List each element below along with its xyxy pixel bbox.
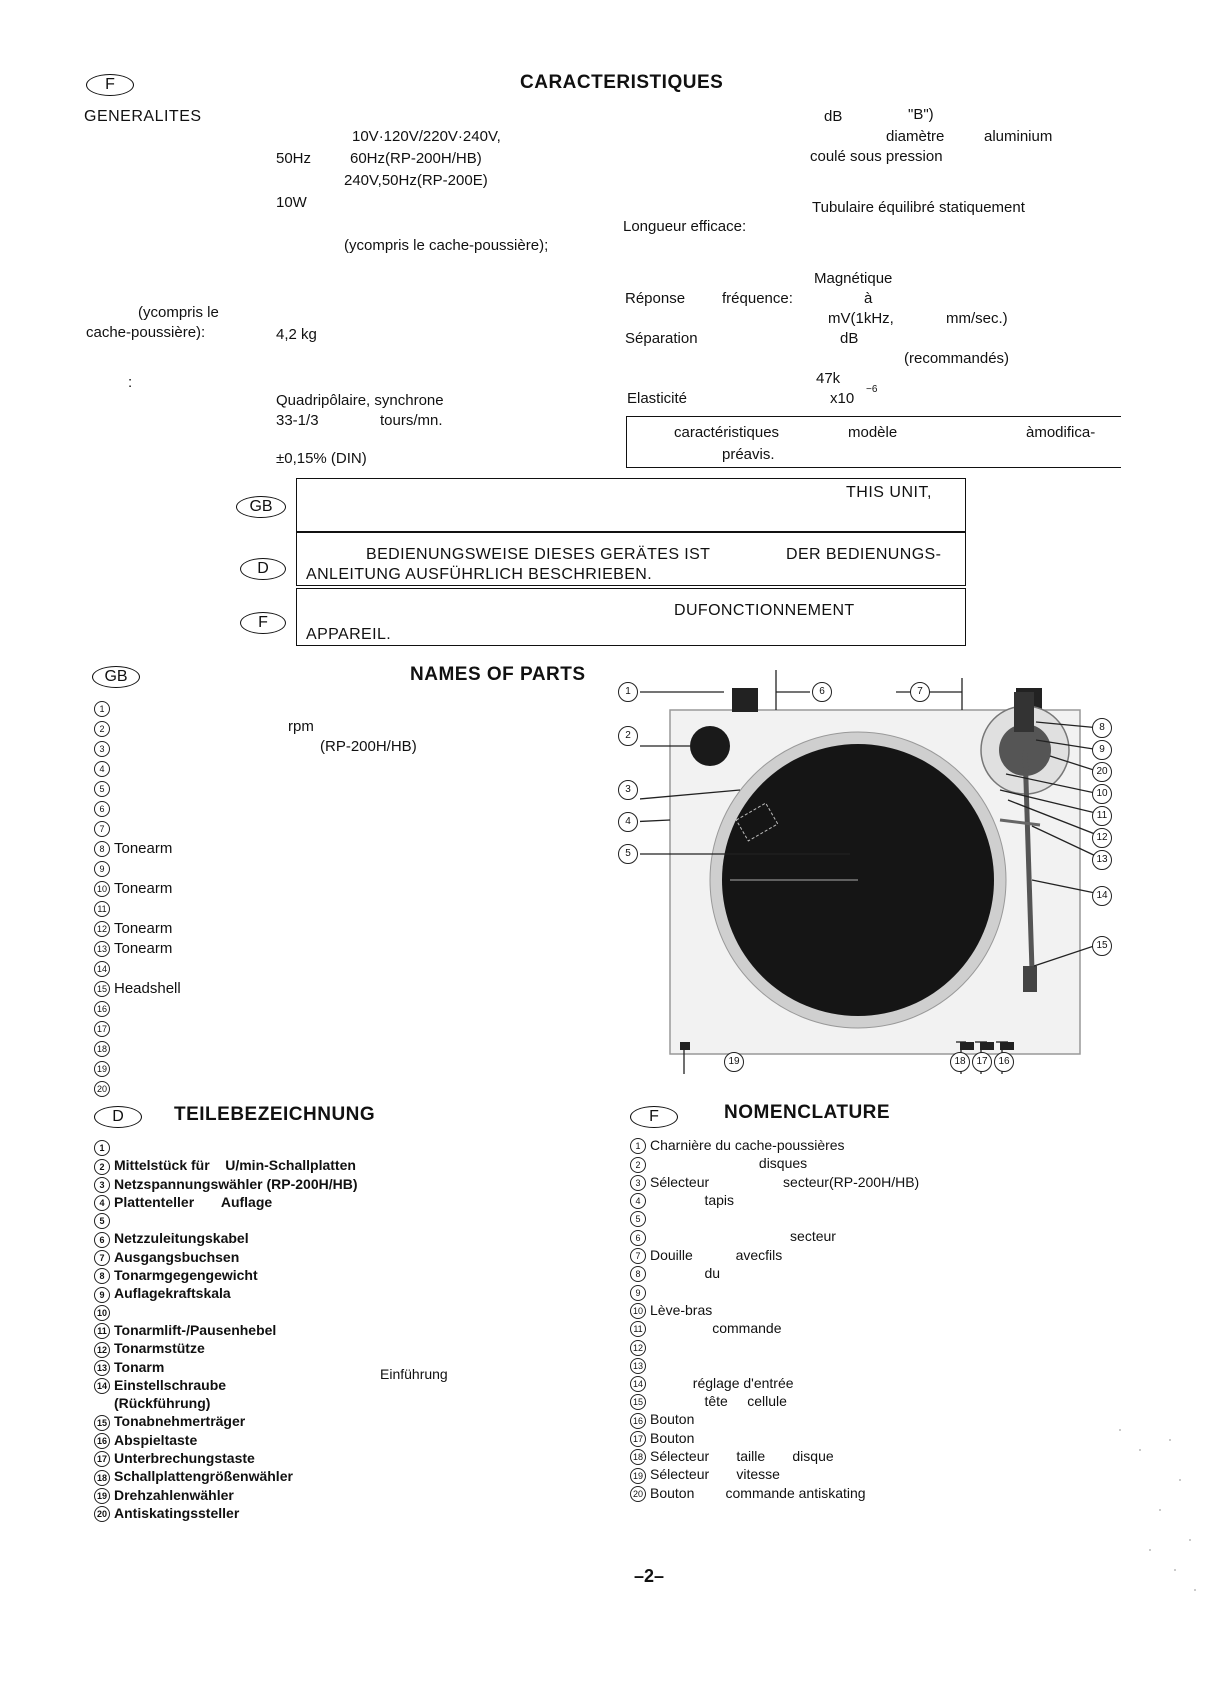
item-label: (Rückführung) (114, 1395, 211, 1412)
item-label: Bouton (650, 1429, 695, 1446)
item-label: Tonabnehmerträger (114, 1413, 246, 1430)
item-number: 7 (94, 1250, 110, 1266)
item-number: 13 (94, 941, 110, 957)
list-item (94, 1504, 494, 1522)
item-label: Ausgangsbuchsen (114, 1248, 240, 1265)
item-number: 18 (94, 1041, 110, 1057)
list-item (94, 779, 394, 799)
spec-b: "B") (908, 106, 934, 123)
item-number: 4 (630, 1193, 646, 1209)
spec-a: à (864, 290, 873, 307)
spec-frequence: fréquence: (722, 290, 793, 307)
item-label: tête cellule (650, 1393, 787, 1410)
list-item (94, 1486, 494, 1504)
item-label: Bouton commande antiskating (650, 1484, 866, 1501)
parts-gb-model: (RP-200H/HB) (320, 738, 417, 755)
spec-db-2: dB (840, 330, 859, 347)
lang-badge-f-spec: F (86, 74, 134, 96)
list-item (94, 959, 394, 979)
list-item (94, 699, 394, 719)
spec-magnetique: Magnétique (814, 270, 893, 287)
parts-d-extra: Einführung (380, 1366, 448, 1382)
list-item (94, 1039, 394, 1059)
list-item (630, 1246, 1030, 1264)
list-item (630, 1264, 1030, 1282)
item-label: Charnière du cache-poussières (650, 1137, 845, 1153)
list-item (94, 1248, 494, 1266)
list-item (630, 1282, 1030, 1300)
list-item (94, 819, 394, 839)
list-item (94, 1358, 494, 1376)
callout-14: 14 (1092, 886, 1112, 906)
item-number: 7 (630, 1248, 646, 1264)
stop-button-icon (980, 1042, 994, 1050)
item-number: 9 (94, 861, 110, 877)
list-item (94, 1211, 494, 1229)
parts-d-list (94, 1138, 494, 1522)
list-item (94, 1467, 494, 1485)
item-label: Auflagekraftskala (114, 1285, 231, 1302)
list-item (630, 1410, 1030, 1428)
spec-speed-unit: tours/mn. (380, 412, 443, 429)
item-number: 1 (94, 1140, 110, 1156)
lang-badge-gb-parts: GB (92, 666, 140, 688)
spec-weight-label-2: cache-poussière): (86, 324, 206, 341)
item-number: 7 (94, 821, 110, 837)
spec-db: dB (824, 108, 843, 125)
spec-diametre: diamètre (886, 128, 945, 145)
item-label: Douille avecfils (650, 1246, 783, 1263)
list-item (94, 839, 394, 859)
item-number: 14 (630, 1376, 646, 1392)
item-number: 8 (630, 1266, 646, 1282)
item-number: 11 (94, 1323, 110, 1339)
item-label: Bouton (650, 1411, 695, 1428)
item-label: Lève-bras (650, 1301, 713, 1318)
list-item (94, 1449, 494, 1467)
item-number: 8 (94, 841, 110, 857)
list-item (630, 1227, 1030, 1245)
item-number: 13 (630, 1358, 646, 1374)
list-item (94, 759, 394, 779)
counterweight-icon (1014, 692, 1034, 732)
spec-dims: (ycompris le cache-poussière); (344, 237, 549, 254)
item-number: 17 (94, 1451, 110, 1467)
item-label: Tonearm (114, 920, 173, 937)
item-label: tapis (650, 1191, 735, 1208)
item-number: 3 (630, 1175, 646, 1191)
spec-note-4: préavis. (722, 446, 775, 463)
spec-elasticite: Elasticité (627, 390, 688, 407)
spec-hz-label: 50Hz (276, 150, 312, 167)
spec-note-3: àmodifica- (1026, 424, 1096, 441)
spec-power: 10W (276, 194, 307, 211)
spec-motor: Quadripôlaire, synchrone (276, 392, 444, 409)
item-number: 20 (94, 1081, 110, 1097)
list-item (630, 1484, 1030, 1502)
notice-gb-text: THIS UNIT, (846, 484, 932, 501)
callout-18: 18 (950, 1052, 970, 1072)
callout-19: 19 (724, 1052, 744, 1072)
list-item (630, 1319, 1030, 1337)
start-button-icon (960, 1042, 974, 1050)
item-number: 9 (94, 1287, 110, 1303)
spec-voltage-1: 10V·120V/220V·240V, (352, 128, 501, 145)
item-number: 14 (94, 1378, 110, 1394)
spec-title: CARACTERISTIQUES (520, 72, 724, 93)
spec-weight-label-1: (ycompris le (138, 304, 219, 321)
callout-9: 9 (1092, 740, 1112, 760)
item-label: Abspieltaste (114, 1431, 198, 1448)
item-label: Tonearm (114, 880, 173, 897)
generalites-heading: GENERALITES (84, 108, 202, 125)
item-number: 9 (630, 1285, 646, 1301)
item-number: 19 (630, 1468, 646, 1484)
parts-d-title: TEILEBEZEICHNUNG (174, 1104, 376, 1125)
spec-voltage-3: 240V,50Hz(RP-200E) (344, 172, 488, 189)
item-number: 11 (94, 901, 110, 917)
callout-11: 11 (1092, 806, 1112, 826)
list-item (630, 1429, 1030, 1447)
item-number: 16 (94, 1433, 110, 1449)
spec-note-2: modèle (848, 424, 898, 441)
callout-15: 15 (1092, 936, 1112, 956)
item-number: 20 (94, 1506, 110, 1522)
spec-mmsec: mm/sec.) (946, 310, 1008, 327)
callout-20: 20 (1092, 762, 1112, 782)
list-item (94, 1376, 494, 1394)
item-label: Antiskatingssteller (114, 1504, 240, 1521)
item-label: Plattenteller Auflage (114, 1193, 273, 1210)
item-number: 11 (630, 1321, 646, 1337)
item-number: 4 (94, 761, 110, 777)
item-label: Drehzahlenwähler (114, 1486, 234, 1503)
list-item (630, 1465, 1030, 1483)
list-item (94, 1431, 494, 1449)
list-item (630, 1447, 1030, 1465)
item-number: 10 (94, 881, 110, 897)
item-number: 2 (94, 721, 110, 737)
callout-17: 17 (972, 1052, 992, 1072)
item-number: 20 (630, 1486, 646, 1502)
lang-badge-f-notice: F (240, 612, 286, 634)
item-number: 15 (630, 1394, 646, 1410)
parts-gb-title: NAMES OF PARTS (410, 664, 586, 685)
lang-badge-gb-notice: GB (236, 496, 286, 518)
notice-d-line-2: ANLEITUNG AUSFÜHRLICH BESCHRIEBEN. (306, 566, 653, 583)
item-label: Schallplattengrößenwähler (114, 1468, 293, 1485)
item-number: 19 (94, 1488, 110, 1504)
callout-3: 3 (618, 780, 638, 800)
list-item (94, 1229, 494, 1247)
list-item (94, 859, 394, 879)
item-number: 8 (94, 1268, 110, 1284)
list-item (94, 1059, 394, 1079)
speed-selector-icon (680, 1042, 690, 1050)
item-number: 10 (630, 1303, 646, 1319)
list-item (94, 1339, 494, 1357)
parts-gb-list (94, 699, 394, 1099)
spec-x10: x10 (830, 390, 855, 407)
item-number: 2 (630, 1157, 646, 1173)
item-number: 5 (630, 1211, 646, 1227)
adapter-icon (690, 726, 730, 766)
item-number: 18 (630, 1449, 646, 1465)
item-number: 2 (94, 1159, 110, 1175)
item-number: 18 (94, 1470, 110, 1486)
list-item (94, 1193, 494, 1211)
item-number: 4 (94, 1195, 110, 1211)
item-number: 16 (630, 1413, 646, 1429)
callout-10: 10 (1092, 784, 1112, 804)
callout-2: 2 (618, 726, 638, 746)
callout-1: 1 (618, 682, 638, 702)
item-label: Tonarm (114, 1358, 165, 1375)
lang-badge-f-parts: F (630, 1106, 678, 1128)
item-number: 12 (94, 1342, 110, 1358)
item-label: Tonarmgegengewicht (114, 1267, 258, 1284)
item-number: 13 (94, 1360, 110, 1376)
item-number: 1 (94, 701, 110, 717)
item-number: 16 (94, 1001, 110, 1017)
item-label: Netzspannungswähler (RP-200H/HB) (114, 1175, 358, 1192)
spec-recommandes: (recommandés) (904, 350, 1010, 367)
spec-reponse: Réponse (625, 290, 686, 307)
spec-longueur: Longueur efficace: (623, 218, 747, 235)
notice-f-line-2: APPAREIL. (306, 626, 392, 643)
item-label: réglage d'entrée (650, 1374, 794, 1391)
item-number: 1 (630, 1138, 646, 1154)
item-label: Netzzuleitungskabel (114, 1230, 249, 1247)
item-label: Headshell (114, 980, 181, 997)
list-item (630, 1392, 1030, 1410)
spec-note-1: caractéristiques (674, 424, 780, 441)
headshell-icon (1023, 966, 1037, 992)
list-item (94, 919, 394, 939)
callout-8: 8 (1092, 718, 1112, 738)
list-item (94, 1079, 394, 1099)
callout-13: 13 (1092, 850, 1112, 870)
item-label: Sélecteur vitesse (650, 1466, 780, 1483)
item-number: 6 (94, 801, 110, 817)
list-item (94, 899, 394, 919)
item-number: 10 (94, 1305, 110, 1321)
item-label: Tonarmstütze (114, 1340, 205, 1357)
notice-box-f (296, 588, 966, 646)
parts-f-list (630, 1136, 1030, 1502)
list-item (630, 1136, 1030, 1154)
spec-aluminium: aluminium (984, 128, 1053, 145)
list-item (94, 1156, 494, 1174)
spec-mv: mV(1kHz, (828, 310, 894, 327)
list-item (94, 1266, 494, 1284)
list-item (94, 939, 394, 959)
list-item (94, 799, 394, 819)
spec-voltage-2: 60Hz(RP-200H/HB) (350, 150, 482, 167)
item-number: 6 (630, 1230, 646, 1246)
item-number: 12 (630, 1340, 646, 1356)
list-item (94, 1175, 494, 1193)
callout-12: 12 (1092, 828, 1112, 848)
item-label: Sélecteur secteur(RP-200H/HB) (650, 1173, 920, 1190)
spec-weight: 4,2 kg (276, 326, 317, 343)
item-label: disques (650, 1155, 808, 1172)
spec-speed-value: 33-1/3 (276, 412, 319, 429)
item-number: 12 (94, 921, 110, 937)
callout-7: 7 (910, 682, 930, 702)
list-item (630, 1301, 1030, 1319)
list-item (94, 979, 394, 999)
spec-x10-exponent: −6 (866, 384, 878, 395)
list-item (94, 1019, 394, 1039)
list-item (630, 1356, 1030, 1374)
callout-6: 6 (812, 682, 832, 702)
item-number: 6 (94, 1232, 110, 1248)
item-number: 15 (94, 1415, 110, 1431)
spec-wow: ±0,15% (DIN) (276, 450, 367, 467)
list-item (94, 1321, 494, 1339)
item-label: Tonearm (114, 840, 173, 857)
item-number: 3 (94, 1177, 110, 1193)
list-item (630, 1154, 1030, 1172)
item-number: 5 (94, 1213, 110, 1229)
item-label: Unterbrechungstaste (114, 1450, 255, 1467)
item-label: Mittelstück für U/min-Schallplatten (114, 1157, 356, 1174)
scan-noise (1080, 1420, 1200, 1600)
lang-badge-d-notice: D (240, 558, 286, 580)
item-label: commande (650, 1319, 782, 1336)
item-number: 17 (630, 1431, 646, 1447)
list-item (94, 1394, 494, 1412)
list-item (630, 1173, 1030, 1191)
turntable-diagram (640, 670, 1100, 1100)
item-number: 17 (94, 1021, 110, 1037)
list-item (630, 1374, 1030, 1392)
spec-colon: : (128, 374, 133, 391)
item-label: Tonearm (114, 940, 173, 957)
spec-47k: 47k (816, 370, 841, 387)
callout-16: 16 (994, 1052, 1014, 1072)
list-item (94, 739, 394, 759)
list-item (94, 1412, 494, 1430)
item-label: secteur (650, 1228, 836, 1245)
spec-tubulaire: Tubulaire équilibré statiquement (812, 199, 1025, 216)
item-label: Sélecteur taille disque (650, 1448, 834, 1465)
spec-coule: coulé sous pression (810, 148, 943, 165)
item-number: 19 (94, 1061, 110, 1077)
list-item (630, 1191, 1030, 1209)
callout-4: 4 (618, 812, 638, 832)
list-item (94, 879, 394, 899)
dustcover-hinge-icon (732, 688, 758, 712)
list-item (94, 1284, 494, 1302)
notice-d-line-1b: DER BEDIENUNGS- (786, 546, 942, 563)
notice-d-line-1a: BEDIENUNGSWEISE DIESES GERÄTES IST (366, 546, 711, 563)
callout-5: 5 (618, 844, 638, 864)
parts-f-title: NOMENCLATURE (724, 1102, 891, 1123)
list-item (94, 1138, 494, 1156)
item-label: Einstellschraube (114, 1376, 227, 1393)
item-number: 14 (94, 961, 110, 977)
list-item (94, 999, 394, 1019)
item-number: 5 (94, 781, 110, 797)
list-item (630, 1337, 1030, 1355)
list-item (630, 1209, 1030, 1227)
list-item (94, 1303, 494, 1321)
list-item (94, 719, 394, 739)
item-label: Tonarmlift-/Pausenhebel (114, 1321, 277, 1338)
spec-separation: Séparation (625, 330, 698, 347)
item-number: 15 (94, 981, 110, 997)
page-number: –2– (634, 1566, 665, 1586)
parts-gb-rpm: rpm (288, 718, 314, 735)
item-label: du (650, 1265, 721, 1282)
item-number: 3 (94, 741, 110, 757)
notice-f-line-1: DUFONCTIONNEMENT (674, 602, 855, 619)
lang-badge-d-parts: D (94, 1106, 142, 1128)
